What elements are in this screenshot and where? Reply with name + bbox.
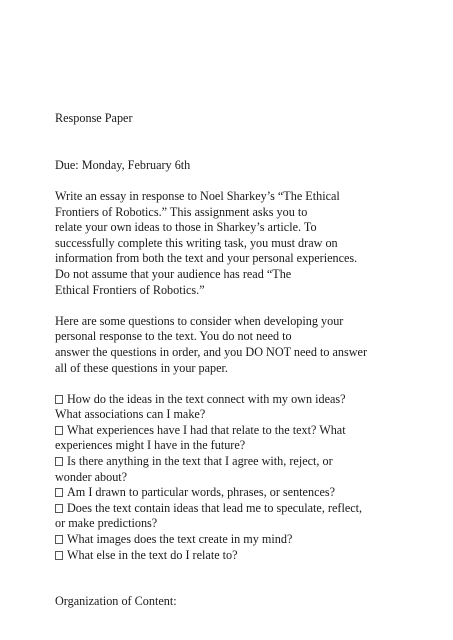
bullet-box-icon bbox=[55, 395, 63, 404]
question-item bbox=[55, 470, 445, 486]
paragraph-line: Here are some questions to consider when developing your bbox=[55, 313, 344, 328]
assignment-paragraph bbox=[55, 189, 445, 298]
question-item bbox=[55, 501, 445, 517]
question-item bbox=[55, 485, 445, 501]
paragraph-line: Write an essay in response to Noel Sharkey’s “The Ethical bbox=[55, 188, 340, 203]
bullet-box-icon bbox=[55, 551, 63, 560]
question-item bbox=[55, 392, 445, 408]
spacer bbox=[55, 142, 445, 158]
paragraph-line: successfully complete this writing task, you must draw on bbox=[55, 235, 338, 250]
question-item bbox=[55, 407, 445, 423]
question-text: How do the ideas in the text connect with my own ideas? bbox=[67, 391, 346, 406]
question-text: experiences might I have in the future? bbox=[55, 438, 246, 453]
question-item bbox=[55, 516, 445, 532]
paragraph-line: Ethical Frontiers of Robotics.” bbox=[55, 282, 205, 297]
question-text: What images does the text create in my mind? bbox=[67, 532, 293, 547]
document-title: Response Paper bbox=[55, 111, 133, 125]
question-item bbox=[55, 454, 445, 470]
question-list bbox=[55, 392, 445, 564]
paragraph-line: Frontiers of Robotics.” This assignment asks you to bbox=[55, 204, 308, 219]
paragraph-line: answer the questions in order, and you DO NOT need to answer bbox=[55, 344, 368, 359]
question-text: wonder about? bbox=[55, 469, 128, 484]
spacer bbox=[55, 298, 445, 314]
question-text: Am I drawn to particular words, phrases, or sentences? bbox=[67, 485, 336, 500]
question-item bbox=[55, 548, 445, 564]
spacer bbox=[55, 579, 445, 595]
section-heading: Organization of Content: bbox=[55, 594, 177, 609]
spacer bbox=[55, 376, 445, 392]
question-text: or make predictions? bbox=[55, 516, 158, 531]
paragraph-line: all of these questions in your paper. bbox=[55, 360, 228, 375]
bullet-box-icon bbox=[55, 457, 63, 466]
question-item bbox=[55, 532, 445, 548]
bullet-box-icon bbox=[55, 504, 63, 513]
paragraph-line: Do not assume that your audience has read “The bbox=[55, 266, 292, 281]
bullet-box-icon bbox=[55, 488, 63, 497]
question-item bbox=[55, 423, 445, 439]
question-text: What experiences have I had that relate to the text? What bbox=[67, 422, 346, 437]
bullet-box-icon bbox=[55, 426, 63, 435]
paragraph-line: relate your own ideas to those in Sharkey’s article. To bbox=[55, 220, 317, 235]
due-date: Due: Monday, February 6th bbox=[55, 157, 191, 172]
spacer bbox=[55, 563, 445, 579]
spacer bbox=[55, 173, 445, 189]
document-content bbox=[55, 111, 445, 610]
question-item bbox=[55, 438, 445, 454]
paragraph-line: information from both the text and your personal experiences. bbox=[55, 251, 358, 266]
question-text: Is there anything in the text that I agree with, reject, or bbox=[67, 454, 333, 469]
question-text: What else in the text do I relate to? bbox=[67, 547, 238, 562]
question-text: What associations can I make? bbox=[55, 407, 206, 422]
paragraph-line: personal response to the text. You do not need to bbox=[55, 329, 292, 344]
question-text: Does the text contain ideas that lead me to speculate, reflect, bbox=[67, 500, 363, 515]
spacer bbox=[55, 127, 445, 143]
questions-intro-paragraph bbox=[55, 314, 445, 376]
bullet-box-icon bbox=[55, 535, 63, 544]
